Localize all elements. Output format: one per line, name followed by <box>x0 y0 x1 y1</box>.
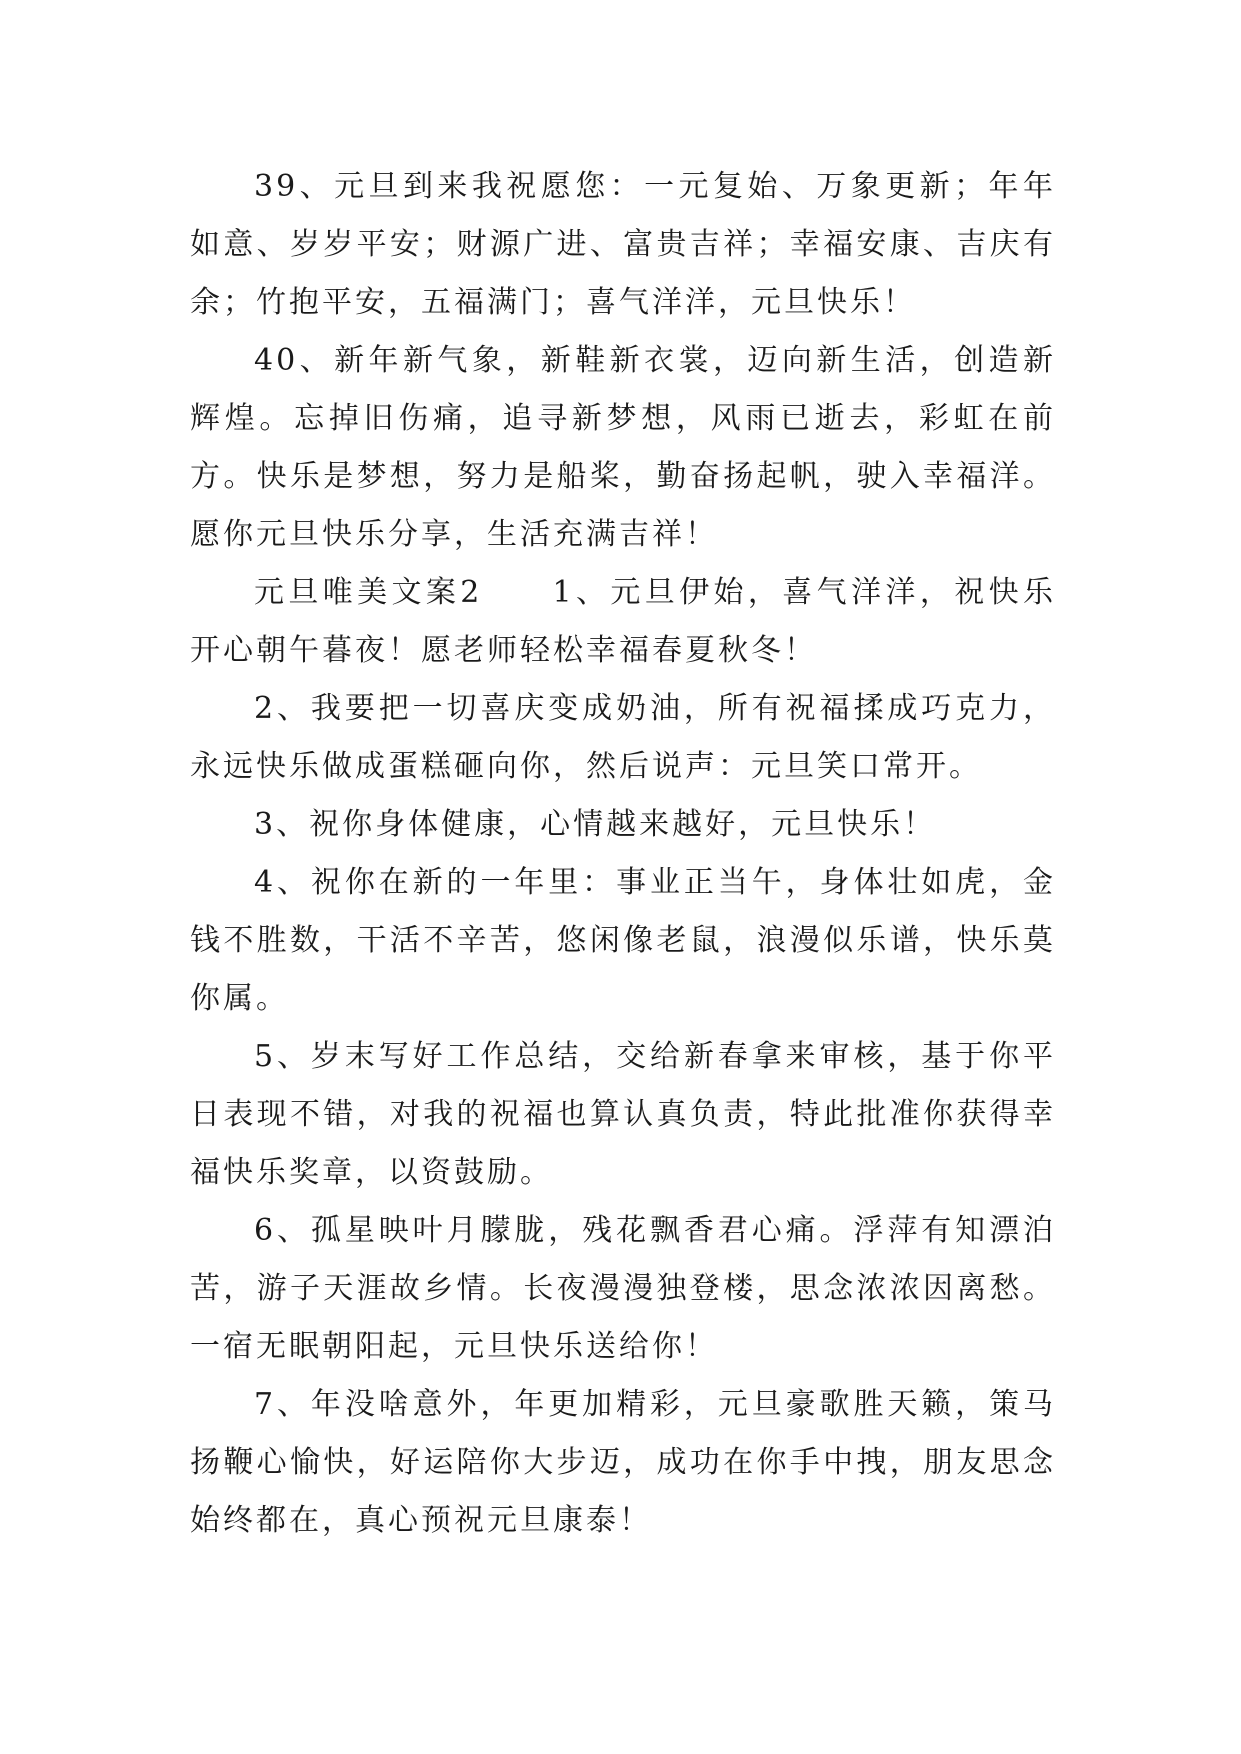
paragraph-item-5: 5、岁末写好工作总结，交给新春拿来审核，基于你平日表现不错，对我的祝福也算认真负责，特此批准你获得幸福快乐奖章，以资鼓励。 <box>190 1039 1056 1190</box>
paragraph-item-3: 3、祝你身体健康，心情越来越好，元旦快乐！ <box>254 807 937 842</box>
paragraph-item-2: 2、我要把一切喜庆变成奶油，所有祝福揉成巧克力，永远快乐做成蛋糕砸向你，然后说声：元旦笑口常开。 <box>190 691 1056 784</box>
paragraph-item-4: 4、祝你在新的一年里：事业正当午，身体壮如虎，金钱不胜数，干活不辛苦，悠闲像老鼠，浪漫似乐谱，快乐莫你属。 <box>190 865 1056 1016</box>
paragraph-40: 40、新年新气象，新鞋新衣裳，迈向新生活，创造新辉煌。忘掉旧伤痛，追寻新梦想，风雨已逝去，彩虹在前方。快乐是梦想，努力是船桨，勤奋扬起帆，驶入幸福洋。愿你元旦快乐分享，生活充满吉祥！ <box>190 343 1056 552</box>
document-body <box>190 158 1056 1550</box>
paragraph-section-2-item-1: 元旦唯美文案2 1、元旦伊始，喜气洋洋，祝快乐开心朝午暮夜！愿老师轻松幸福春夏秋冬！ <box>190 575 1056 668</box>
paragraph-item-6: 6、孤星映叶月朦胧，残花飘香君心痛。浮萍有知漂泊苦，游子天涯故乡情。长夜漫漫独登楼，思念浓浓因离愁。一宿无眠朝阳起，元旦快乐送给你！ <box>190 1213 1056 1364</box>
paragraph-item-7: 7、年没啥意外，年更加精彩，元旦豪歌胜天籁，策马扬鞭心愉快，好运陪你大步迈，成功在你手中拽，朋友思念始终都在，真心预祝元旦康泰！ <box>190 1387 1056 1538</box>
paragraph-39: 39、元旦到来我祝愿您：一元复始、万象更新；年年如意、岁岁平安；财源广进、富贵吉祥；幸福安康、吉庆有余；竹抱平安，五福满门；喜气洋洋，元旦快乐！ <box>190 169 1056 320</box>
